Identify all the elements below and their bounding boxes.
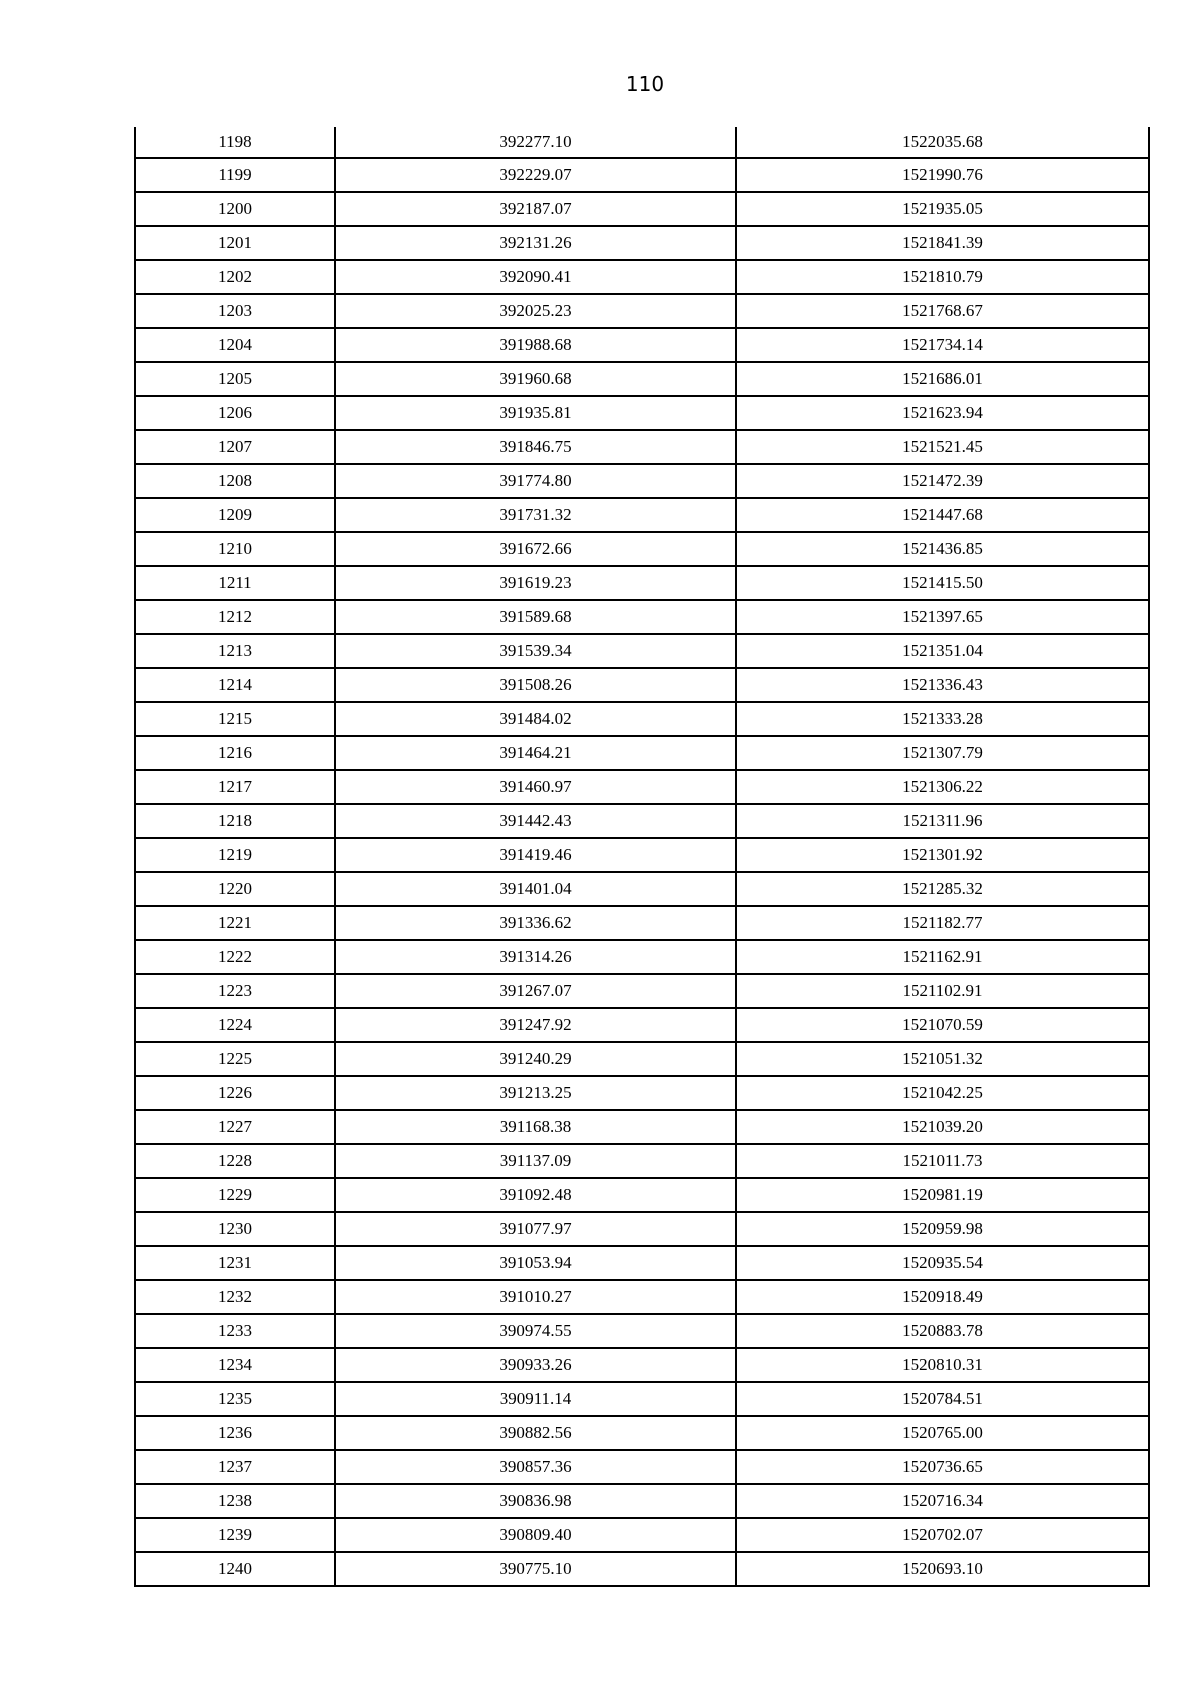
x-coordinate-cell: 391267.07 (335, 974, 736, 1008)
x-coordinate-cell: 391213.25 (335, 1076, 736, 1110)
table-row (135, 974, 1149, 1008)
table-row (135, 1076, 1149, 1110)
point-number-cell: 1200 (135, 192, 335, 226)
x-coordinate-cell: 392187.07 (335, 192, 736, 226)
point-number-cell: 1207 (135, 430, 335, 464)
table-row (135, 362, 1149, 396)
table-row (135, 127, 1149, 158)
y-coordinate-cell: 1521042.25 (736, 1076, 1149, 1110)
table-row (135, 1212, 1149, 1246)
table-row (135, 1008, 1149, 1042)
x-coordinate-cell: 392229.07 (335, 158, 736, 192)
y-coordinate-cell: 1520981.19 (736, 1178, 1149, 1212)
point-number-cell: 1201 (135, 226, 335, 260)
table-row (135, 668, 1149, 702)
table-row (135, 634, 1149, 668)
y-coordinate-cell: 1521306.22 (736, 770, 1149, 804)
point-number-cell: 1203 (135, 294, 335, 328)
y-coordinate-cell: 1521285.32 (736, 872, 1149, 906)
y-coordinate-cell: 1520693.10 (736, 1552, 1149, 1586)
point-number-cell: 1235 (135, 1382, 335, 1416)
point-number-cell: 1232 (135, 1280, 335, 1314)
point-number-cell: 1237 (135, 1450, 335, 1484)
point-number-cell: 1228 (135, 1144, 335, 1178)
y-coordinate-cell: 1521935.05 (736, 192, 1149, 226)
table-row (135, 600, 1149, 634)
table-row (135, 1450, 1149, 1484)
x-coordinate-cell: 392090.41 (335, 260, 736, 294)
table-row (135, 1518, 1149, 1552)
point-number-cell: 1222 (135, 940, 335, 974)
x-coordinate-cell: 391619.23 (335, 566, 736, 600)
point-number-cell: 1214 (135, 668, 335, 702)
table-row (135, 396, 1149, 430)
table-row (135, 532, 1149, 566)
point-number-cell: 1209 (135, 498, 335, 532)
y-coordinate-cell: 1521686.01 (736, 362, 1149, 396)
table-row (135, 702, 1149, 736)
point-number-cell: 1236 (135, 1416, 335, 1450)
table-body (135, 127, 1149, 1586)
x-coordinate-cell: 390857.36 (335, 1450, 736, 1484)
point-number-cell: 1217 (135, 770, 335, 804)
x-coordinate-cell: 391846.75 (335, 430, 736, 464)
y-coordinate-cell: 1521990.76 (736, 158, 1149, 192)
page-number: 110 (625, 72, 665, 96)
table-row (135, 1246, 1149, 1280)
y-coordinate-cell: 1521011.73 (736, 1144, 1149, 1178)
table-row (135, 498, 1149, 532)
table-row (135, 1314, 1149, 1348)
x-coordinate-cell: 390775.10 (335, 1552, 736, 1586)
point-number-cell: 1220 (135, 872, 335, 906)
x-coordinate-cell: 391092.48 (335, 1178, 736, 1212)
x-coordinate-cell: 391935.81 (335, 396, 736, 430)
table-row (135, 566, 1149, 600)
y-coordinate-cell: 1521336.43 (736, 668, 1149, 702)
point-number-cell: 1211 (135, 566, 335, 600)
point-number-cell: 1240 (135, 1552, 335, 1586)
y-coordinate-cell: 1521301.92 (736, 838, 1149, 872)
y-coordinate-cell: 1521436.85 (736, 532, 1149, 566)
x-coordinate-cell: 391731.32 (335, 498, 736, 532)
table-row (135, 770, 1149, 804)
x-coordinate-cell: 391960.68 (335, 362, 736, 396)
coordinate-table (134, 127, 1150, 1587)
point-number-cell: 1231 (135, 1246, 335, 1280)
y-coordinate-cell: 1521397.65 (736, 600, 1149, 634)
table-row (135, 294, 1149, 328)
point-number-cell: 1205 (135, 362, 335, 396)
x-coordinate-cell: 391589.68 (335, 600, 736, 634)
point-number-cell: 1225 (135, 1042, 335, 1076)
y-coordinate-cell: 1520736.65 (736, 1450, 1149, 1484)
y-coordinate-cell: 1521810.79 (736, 260, 1149, 294)
point-number-cell: 1230 (135, 1212, 335, 1246)
x-coordinate-cell: 390882.56 (335, 1416, 736, 1450)
y-coordinate-cell: 1520810.31 (736, 1348, 1149, 1382)
point-number-cell: 1198 (135, 127, 335, 158)
y-coordinate-cell: 1521841.39 (736, 226, 1149, 260)
x-coordinate-cell: 391247.92 (335, 1008, 736, 1042)
x-coordinate-cell: 391988.68 (335, 328, 736, 362)
x-coordinate-cell: 391240.29 (335, 1042, 736, 1076)
table-row (135, 1110, 1149, 1144)
y-coordinate-cell: 1520716.34 (736, 1484, 1149, 1518)
x-coordinate-cell: 390933.26 (335, 1348, 736, 1382)
table-row (135, 260, 1149, 294)
point-number-cell: 1202 (135, 260, 335, 294)
table-row (135, 1382, 1149, 1416)
point-number-cell: 1213 (135, 634, 335, 668)
x-coordinate-cell: 391539.34 (335, 634, 736, 668)
x-coordinate-cell: 391442.43 (335, 804, 736, 838)
x-coordinate-cell: 390974.55 (335, 1314, 736, 1348)
y-coordinate-cell: 1521472.39 (736, 464, 1149, 498)
table-row (135, 226, 1149, 260)
point-number-cell: 1216 (135, 736, 335, 770)
x-coordinate-cell: 390911.14 (335, 1382, 736, 1416)
table-row (135, 736, 1149, 770)
table-row (135, 1280, 1149, 1314)
table-row (135, 1144, 1149, 1178)
table-row (135, 192, 1149, 226)
y-coordinate-cell: 1521070.59 (736, 1008, 1149, 1042)
y-coordinate-cell: 1520918.49 (736, 1280, 1149, 1314)
y-coordinate-cell: 1521351.04 (736, 634, 1149, 668)
x-coordinate-cell: 391314.26 (335, 940, 736, 974)
point-number-cell: 1219 (135, 838, 335, 872)
table-row (135, 328, 1149, 362)
point-number-cell: 1208 (135, 464, 335, 498)
x-coordinate-cell: 390836.98 (335, 1484, 736, 1518)
point-number-cell: 1223 (135, 974, 335, 1008)
point-number-cell: 1204 (135, 328, 335, 362)
y-coordinate-cell: 1521447.68 (736, 498, 1149, 532)
table-row (135, 430, 1149, 464)
point-number-cell: 1229 (135, 1178, 335, 1212)
x-coordinate-cell: 391484.02 (335, 702, 736, 736)
point-number-cell: 1199 (135, 158, 335, 192)
x-coordinate-cell: 391401.04 (335, 872, 736, 906)
point-number-cell: 1215 (135, 702, 335, 736)
point-number-cell: 1226 (135, 1076, 335, 1110)
table-row (135, 906, 1149, 940)
y-coordinate-cell: 1520883.78 (736, 1314, 1149, 1348)
y-coordinate-cell: 1521415.50 (736, 566, 1149, 600)
y-coordinate-cell: 1521051.32 (736, 1042, 1149, 1076)
table-row (135, 464, 1149, 498)
table-row (135, 158, 1149, 192)
x-coordinate-cell: 391419.46 (335, 838, 736, 872)
table-row (135, 1348, 1149, 1382)
y-coordinate-cell: 1521521.45 (736, 430, 1149, 464)
x-coordinate-cell: 391336.62 (335, 906, 736, 940)
table-row (135, 1552, 1149, 1586)
y-coordinate-cell: 1520784.51 (736, 1382, 1149, 1416)
y-coordinate-cell: 1521102.91 (736, 974, 1149, 1008)
table-row (135, 1416, 1149, 1450)
table-row (135, 838, 1149, 872)
x-coordinate-cell: 392131.26 (335, 226, 736, 260)
y-coordinate-cell: 1521162.91 (736, 940, 1149, 974)
x-coordinate-cell: 391464.21 (335, 736, 736, 770)
table-row (135, 1042, 1149, 1076)
point-number-cell: 1221 (135, 906, 335, 940)
y-coordinate-cell: 1521734.14 (736, 328, 1149, 362)
point-number-cell: 1234 (135, 1348, 335, 1382)
y-coordinate-cell: 1521307.79 (736, 736, 1149, 770)
y-coordinate-cell: 1520935.54 (736, 1246, 1149, 1280)
y-coordinate-cell: 1520702.07 (736, 1518, 1149, 1552)
table-row (135, 940, 1149, 974)
point-number-cell: 1210 (135, 532, 335, 566)
x-coordinate-cell: 391508.26 (335, 668, 736, 702)
table-row (135, 804, 1149, 838)
x-coordinate-cell: 392277.10 (335, 127, 736, 158)
point-number-cell: 1233 (135, 1314, 335, 1348)
point-number-cell: 1238 (135, 1484, 335, 1518)
x-coordinate-cell: 391672.66 (335, 532, 736, 566)
point-number-cell: 1218 (135, 804, 335, 838)
point-number-cell: 1224 (135, 1008, 335, 1042)
y-coordinate-cell: 1521039.20 (736, 1110, 1149, 1144)
y-coordinate-cell: 1521623.94 (736, 396, 1149, 430)
point-number-cell: 1212 (135, 600, 335, 634)
x-coordinate-cell: 390809.40 (335, 1518, 736, 1552)
x-coordinate-cell: 391010.27 (335, 1280, 736, 1314)
x-coordinate-cell: 391053.94 (335, 1246, 736, 1280)
y-coordinate-cell: 1520765.00 (736, 1416, 1149, 1450)
x-coordinate-cell: 391460.97 (335, 770, 736, 804)
y-coordinate-cell: 1521311.96 (736, 804, 1149, 838)
x-coordinate-cell: 391168.38 (335, 1110, 736, 1144)
table-row (135, 872, 1149, 906)
x-coordinate-cell: 392025.23 (335, 294, 736, 328)
y-coordinate-cell: 1521182.77 (736, 906, 1149, 940)
y-coordinate-cell: 1522035.68 (736, 127, 1149, 158)
point-number-cell: 1206 (135, 396, 335, 430)
x-coordinate-cell: 391137.09 (335, 1144, 736, 1178)
y-coordinate-cell: 1521768.67 (736, 294, 1149, 328)
x-coordinate-cell: 391077.97 (335, 1212, 736, 1246)
y-coordinate-cell: 1520959.98 (736, 1212, 1149, 1246)
table-row (135, 1484, 1149, 1518)
point-number-cell: 1227 (135, 1110, 335, 1144)
table-row (135, 1178, 1149, 1212)
point-number-cell: 1239 (135, 1518, 335, 1552)
x-coordinate-cell: 391774.80 (335, 464, 736, 498)
y-coordinate-cell: 1521333.28 (736, 702, 1149, 736)
